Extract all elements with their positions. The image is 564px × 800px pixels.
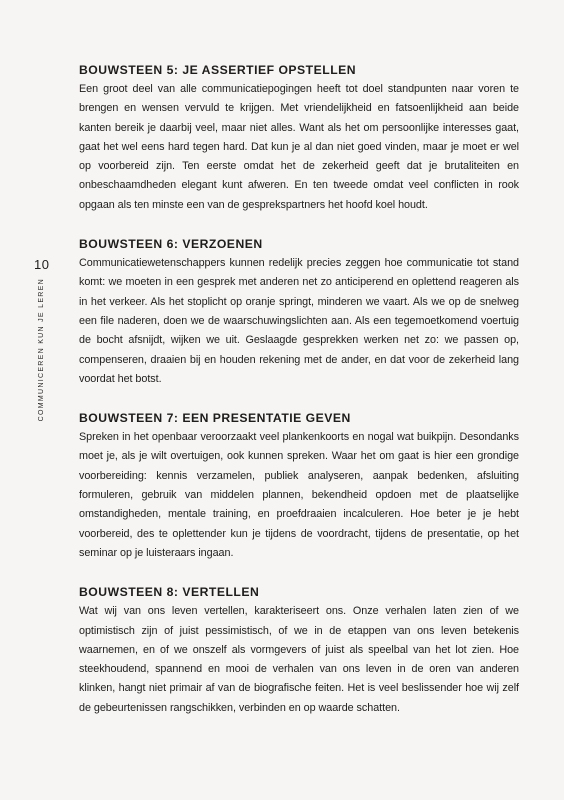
section-bouwsteen-7 bbox=[79, 410, 519, 563]
section-bouwsteen-5 bbox=[79, 62, 519, 215]
page-content bbox=[79, 62, 519, 739]
section-body: Een groot deel van alle communicatiepogingen heeft tot doel standpunten naar voren te brengen en wensen vervuld te krijgen. Met vriendelijkheid en fatsoenlijkheid aan beide kanten bereik je daarbij veel, maar niet alles. Want als het om persoonlijke interesses gaat, gaat het wel eens hard tegen hard. Dat kun je al dan niet goed vinden, maar je moet er wel op voorbereid zijn. Ten eerste omdat het de zekerheid geeft dat je brutaliteiten en onbeschaamdheden elegant kunt afweren. En ten tweede omdat veel conflicten in rook opgaan als ten minste een van de gesprekspartners het hoofd koel houdt. bbox=[79, 83, 519, 211]
section-heading: BOUWSTEEN 5: JE ASSERTIEF OPSTELLEN bbox=[79, 63, 357, 77]
section-body: Communicatiewetenschappers kunnen redelijk precies zeggen hoe communicatie tot stand komt: we moeten in een gesprek met anderen net zo anticiperend en oplettend reageren als in het verkeer. Als het stoplicht op oranje springt, minderen we vaart. Als we op de snelweg een file naderen, doen we de waarschuwingslichten aan. Als een tegemoetkomend voertuig de bocht afsnijdt, wijken we uit. Geslaagde gesprekken werken net zo: we passen op, compenseren, draaien bij en houden rekening met de ander, en dat voor de zekerheid lang voordat het botst. bbox=[79, 257, 519, 385]
section-bouwsteen-6 bbox=[79, 236, 519, 389]
running-title: COMMUNICEREN KUN JE LEREN bbox=[38, 278, 45, 422]
section-heading: BOUWSTEEN 7: EEN PRESENTATIE GEVEN bbox=[79, 411, 351, 426]
section-heading: BOUWSTEEN 8: VERTELLEN bbox=[79, 585, 260, 600]
page-number: 10 bbox=[34, 257, 50, 272]
section-body: Wat wij van ons leven vertellen, karakteriseert ons. Onze verhalen laten zien of we optimistisch zijn of juist pessimistisch, of we in de etappen van ons leven betekenis waarnemen, en of we onszelf als vormgevers of juist als speelbal van het lot zien. Hoe steekhoudend, spannend en mooi de verhalen van ons leven in de oren van anderen klinken, hangt niet primair af van de biografische feiten. Het is veel beslissender hoe wij zelf de gebeurtenissen rangschikken, verbinden en op waarde schatten. bbox=[79, 605, 519, 714]
section-body: Spreken in het openbaar veroorzaakt veel plankenkoorts en nogal wat buikpijn. Desondanks moet je, als je wilt overtuigen, ook kunnen spreken. Waar het om gaat is hier een grondige voorbereiding: kennis verzamelen, publiek analyseren, aanpak bedenken, afsluiting formuleren, gebruik van middelen plannen, bekendheid opdoen met de plaatselijke omstandigheden, mentale training, en proefdraaien incalculeren. Hoe beter je je hebt voorbereid, des te oplettender kun je tijdens de voordracht, tijdens de presentatie, op het seminar op je luisteraars ingaan. bbox=[79, 431, 519, 559]
section-heading: BOUWSTEEN 6: VERZOENEN bbox=[79, 237, 263, 252]
section-bouwsteen-8 bbox=[79, 584, 519, 718]
